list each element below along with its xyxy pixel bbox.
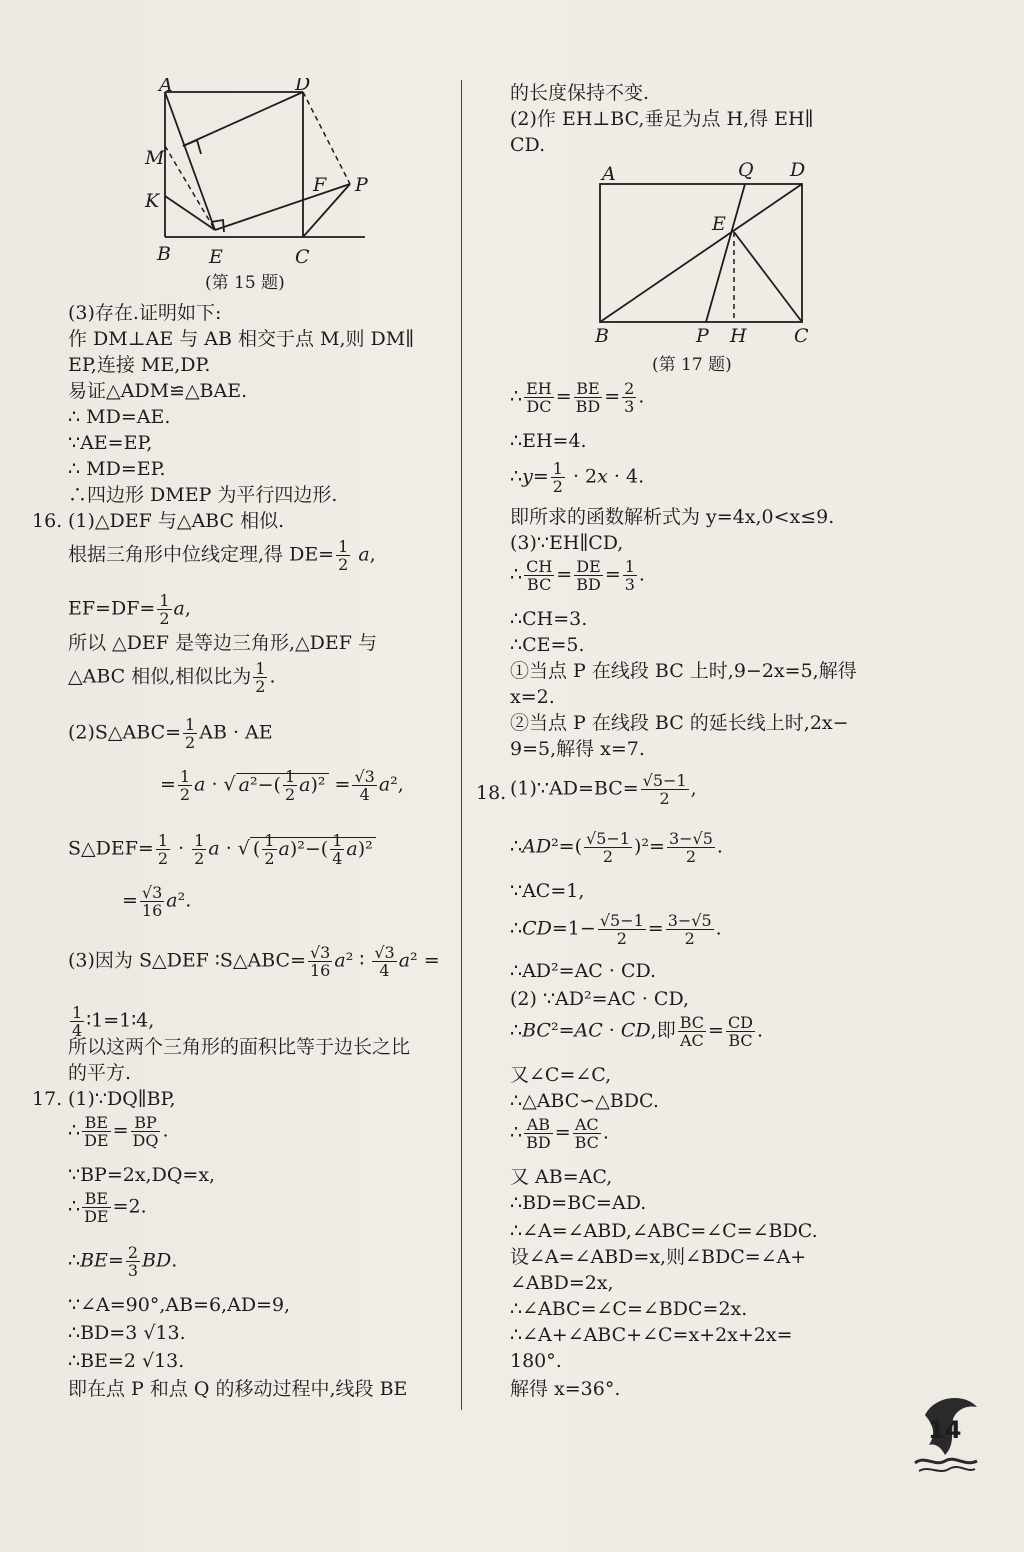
fig15-label-e: E (209, 246, 223, 268)
formula-line: ∴ $\frac{AB}{BD}$ = $\frac{AC}{BC}$ . (510, 1115, 609, 1152)
formula-line: S△DEF= $\frac{1}{2}$ · $\frac{1}{2}$ a · √ ( $\frac{1}{2}$ a)²−( $\frac{1}{4}$ a)² (68, 832, 376, 867)
right-line: ②当点 P 在线段 BC 的延长线上时,2x− (510, 712, 849, 734)
left-line: (1)∵DQ∥BP, (68, 1088, 176, 1110)
right-line: 设∠A=∠ABD=x,则∠BDC=∠A+ (510, 1246, 807, 1268)
right-line: ∴∠A+∠ABC+∠C=x+2x+2x= (510, 1324, 793, 1346)
left-line: 易证△ADM≌△BAE. (68, 380, 248, 402)
right-line: (3)∵EH∥CD, (510, 532, 624, 554)
text: (2)S△ABC= (68, 721, 182, 744)
fig17-label-b: B (595, 325, 609, 347)
fraction: $\frac{1}{2}$ (255, 659, 266, 696)
right-line: (2) ∵AD²=AC · CD, (510, 988, 690, 1010)
left-line: 所以 △DEF 是等边三角形,△DEF 与 (68, 632, 377, 654)
right-line: ∴△ABC∽△BDC. (510, 1090, 659, 1112)
fig15-label-c: C (295, 246, 310, 268)
text: EF=DF= (68, 597, 156, 620)
left-line: ∴ MD=AE. (68, 406, 171, 428)
left-line: ∴ MD=EP. (68, 458, 166, 480)
right-line: 即所求的函数解析式为 y=4x,0<x≤9. (510, 506, 835, 528)
formula-line: ∴ $\frac{EH}{DC}$ = $\frac{BE}{BD}$ = $\frac{2}{3}$ . (510, 379, 645, 416)
figure-17-caption: (第 17 题) (652, 355, 732, 375)
left-line: ∴BD=3 √13. (68, 1322, 186, 1344)
right-line: ∵AC=1, (510, 880, 585, 902)
fig17-label-d: D (790, 159, 806, 181)
formula-line: ∴ $\frac{BE}{DE}$ = $\frac{BP}{DQ}$ . (68, 1113, 169, 1150)
formula-line: = $\frac{√3}{16}$ a². (122, 883, 192, 920)
formula-line: (3)因为 S△DEF ∶S△ABC= $\frac{√3}{16}$ a² ∶ $\frac{√3}{4}$ a² = (68, 943, 440, 980)
right-line: 又∠C=∠C, (510, 1064, 612, 1086)
question-number-16: 16. (32, 510, 63, 532)
right-line: (2)作 EH⊥BC,垂足为点 H,得 EH∥ (510, 108, 814, 130)
fraction: $\frac{1}{2}$ (338, 537, 349, 574)
question-number-17: 17. (32, 1088, 63, 1110)
left-line: 所以这两个三角形的面积比等于边长之比 (68, 1036, 411, 1058)
left-line: (1)△DEF 与△ABC 相似. (68, 510, 285, 532)
text: 根据三角形中位线定理,得 DE= (68, 543, 335, 566)
fig15-label-m: M (145, 147, 165, 169)
left-line-with-fraction: △ABC 相似,相似比为 $\frac{1}{2}$ . (68, 659, 276, 696)
right-line: ∴∠ABC=∠C=∠BDC=2x. (510, 1298, 748, 1320)
formula-line: (1)∵AD=BC= $\frac{√5-1}{2}$ , (510, 771, 697, 808)
right-line: ①当点 P 在线段 BC 上时,9−2x=5,解得 (510, 660, 857, 682)
text: ∶1=1∶4, (86, 1009, 155, 1032)
fig17-label-q: Q (738, 159, 754, 181)
right-line: 9=5,解得 x=7. (510, 738, 645, 760)
fig17-label-e: E (712, 213, 726, 235)
formula-line: ∴ $\frac{CH}{BC}$ = $\frac{DE}{BD}$ = $\frac{1}{3}$ . (510, 557, 645, 594)
left-line: ∵∠A=90°,AB=6,AD=9, (68, 1294, 291, 1316)
right-line: ∴∠A=∠ABD,∠ABC=∠C=∠BDC. (510, 1220, 818, 1242)
text: △ABC 相似,相似比为 (68, 665, 252, 688)
right-line: ∴BD=BC=AD. (510, 1192, 647, 1214)
fig17-label-c: C (794, 325, 809, 347)
right-line: CD. (510, 134, 546, 156)
fraction: $\frac{1}{2}$ (159, 591, 170, 628)
fraction: $\frac{1}{2}$ (185, 715, 196, 752)
page-number: 14 (928, 1416, 962, 1444)
right-line: x=2. (510, 686, 555, 708)
text: (3)因为 S△DEF ∶S△ABC= (68, 949, 306, 972)
fig15-label-d: D (295, 78, 311, 95)
left-line: ∴四边形 DMEP 为平行四边形. (68, 484, 338, 506)
formula-line: ∴AD²=( $\frac{√5-1}{2}$ )²= $\frac{3-√5}{2}$ . (510, 829, 723, 866)
fig15-label-f: F (313, 174, 327, 196)
column-divider (461, 80, 462, 1410)
right-line: ∴AD²=AC · CD. (510, 960, 657, 982)
fig17-label-a: A (602, 163, 616, 185)
left-line: 的平方. (68, 1062, 132, 1084)
fig17-label-h: H (730, 325, 747, 347)
left-line: EP,连接 ME,DP. (68, 354, 211, 376)
formula-line: = $\frac{1}{2}$ a · √ a²−( $\frac{1}{2}$ a)² = $\frac{√3}{4}$ a², (160, 767, 404, 804)
formula-line: ∴ $\frac{BE}{DE}$ =2. (68, 1189, 147, 1226)
right-line: 180°. (510, 1350, 562, 1372)
formula-line: ∴BC²=AC · CD,即 $\frac{BC}{AC}$ = $\frac{CD}{BC}$ . (510, 1013, 764, 1050)
left-line: 即在点 P 和点 Q 的移动过程中,线段 BE (68, 1378, 408, 1400)
left-line: (3)存在.证明如下: (68, 302, 222, 324)
right-line: ∠ABD=2x, (510, 1272, 614, 1294)
figure-15-caption: (第 15 题) (205, 273, 285, 293)
fig15-label-k: K (145, 190, 160, 212)
left-line: ∵AE=EP, (68, 432, 153, 454)
left-line: ∵BP=2x,DQ=x, (68, 1164, 216, 1186)
figure-15 (135, 78, 375, 297)
formula-line: ∴y= $\frac{1}{2}$ · 2x · 4. (510, 459, 645, 496)
question-number-18: 18. (476, 782, 507, 804)
left-line-with-fraction: EF=DF= $\frac{1}{2}$ a, (68, 591, 191, 628)
left-line-with-fraction: 根据三角形中位线定理,得 DE= $\frac{1}{2}$ a, (68, 537, 376, 574)
fig15-label-a: A (159, 78, 173, 96)
left-line: 作 DM⊥AE 与 AB 相交于点 M,则 DM∥ (68, 328, 415, 350)
formula-line: ∴CD=1− $\frac{√5-1}{2}$ = $\frac{3-√5}{2}$ . (510, 911, 722, 948)
text: (1)∵AD=BC= (510, 777, 639, 800)
right-line: 的长度保持不变. (510, 82, 650, 104)
formula-line: $\frac{1}{4}$ ∶1=1∶4, (72, 1003, 155, 1040)
figure-17 (590, 158, 820, 357)
text: AB · AE (199, 721, 273, 744)
text: S△DEF= (68, 837, 154, 860)
fig17-label-p: P (696, 325, 709, 347)
fig15-label-p: P (355, 174, 368, 196)
formula-line: ∴BE= $\frac{2}{3}$ BD. (68, 1243, 178, 1280)
right-line: 又 AB=AC, (510, 1166, 613, 1188)
fig15-label-b: B (157, 243, 171, 265)
right-line: ∴EH=4. (510, 430, 587, 452)
left-line: ∴BE=2 √13. (68, 1350, 185, 1372)
right-line: ∴CE=5. (510, 634, 585, 656)
left-line-with-fraction (68, 716, 273, 751)
right-line: 解得 x=36°. (510, 1378, 621, 1400)
right-line: ∴CH=3. (510, 608, 588, 630)
